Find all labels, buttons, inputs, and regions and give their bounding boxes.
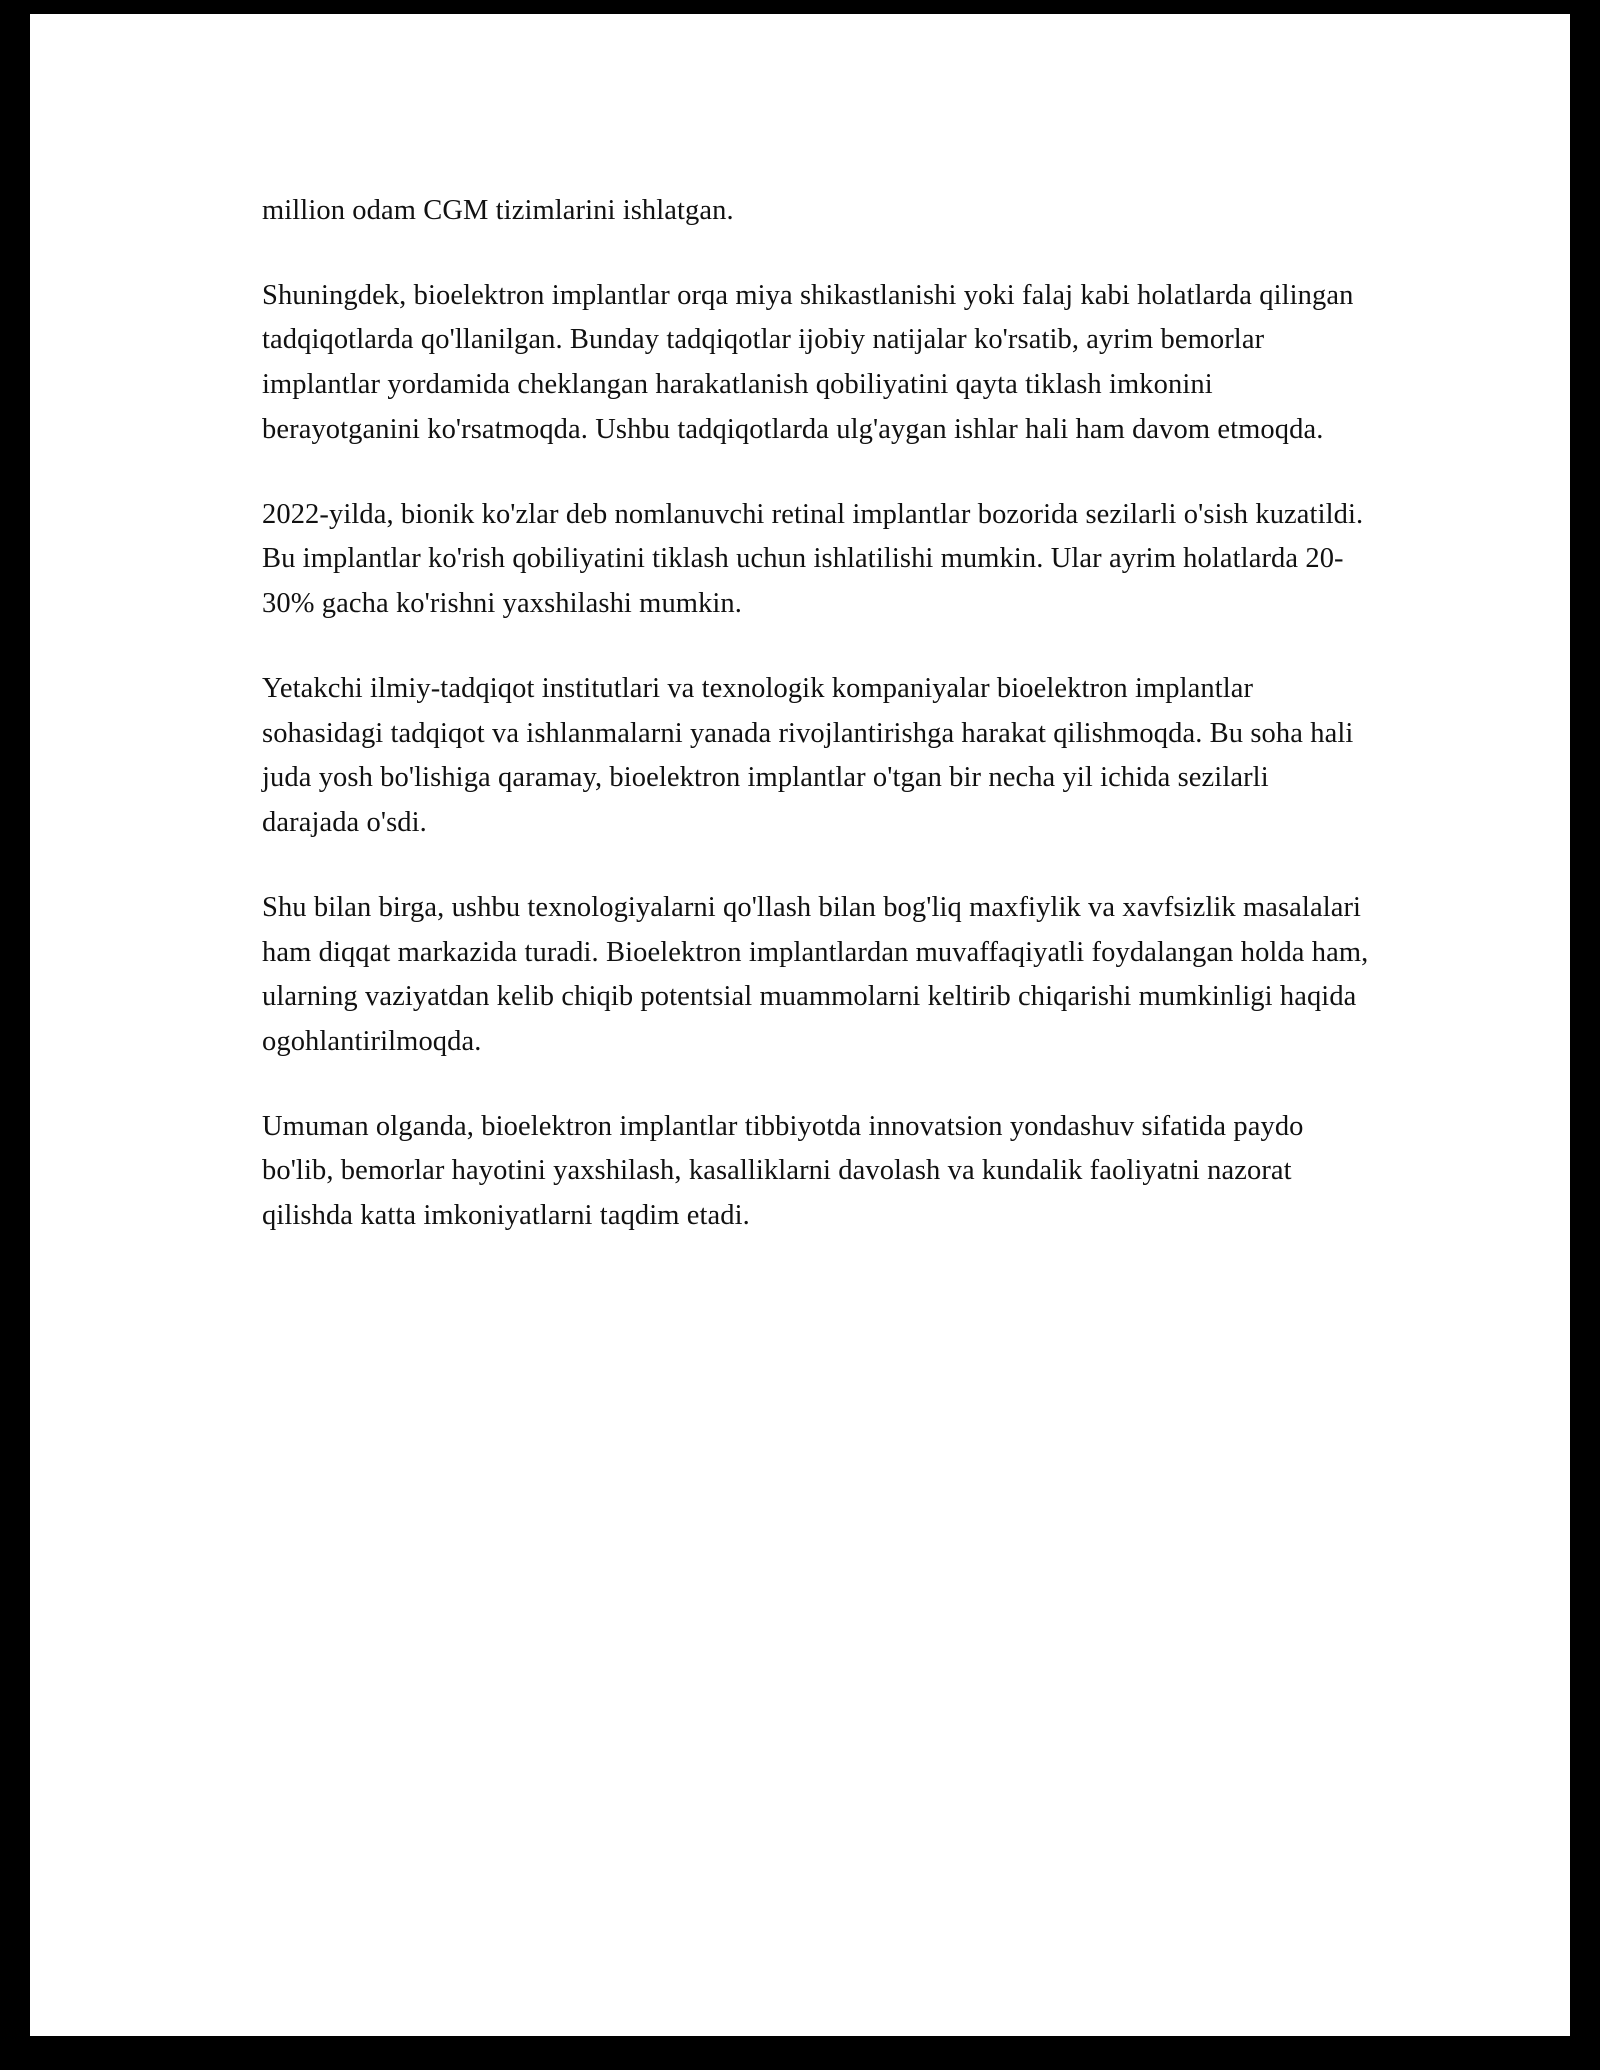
paragraph: 2022-yilda, bionik ko'zlar deb nomlanuvchi retinal implantlar bozorida sezilarli o'sish kuzatildi. Bu implantlar ko'rish qobiliyatini tiklash uchun ishlatilishi mumkin. Ular ayrim holatlarda 20-30% gacha ko'rishni yaxshilashi mumkin. [262,498,1364,620]
paragraph: Yetakchi ilmiy-tadqiqot institutlari va texnologik kompaniyalar bioelektron implantlar sohasidagi tadqiqot va ishlanmalarni yanada rivojlantirishga harakat qilishmoqda. Bu soha hali juda yosh bo'lishiga qaramay, bioelektron implantlar o'tgan bir necha yil ichida sezilarli darajada o'sdi. [262,672,1354,839]
document-page [30,14,1570,2036]
paragraph: million odam CGM tizimlarini ishlatgan. [262,195,734,226]
paragraph: Shu bilan birga, ushbu texnologiyalarni qo'llash bilan bog'liq maxfiylik va xavfsizlik masalalari ham diqqat markazida turadi. Bioelektron implantlardan muvaffaqiyatli foydalangan holda ham, ularning vaziyatdan kelib chiqib potentsial muammolarni keltirib chiqarishi mumkinligi haqida ogohlantirilmoqda. [262,891,1369,1058]
document-text-body [30,14,1570,1239]
paragraph: Shuningdek, bioelektron implantlar orqa miya shikastlanishi yoki falaj kabi holatlarda qilingan tadqiqotlarda qo'llanilgan. Bunday tadqiqotlar ijobiy natijalar ko'rsatib, ayrim bemorlar implantlar yordamida cheklangan harakatlanish qobiliyatini qayta tiklash imkonini berayotganini ko'rsatmoqda. Ushbu tadqiqotlarda ulg'aygan ishlar hali ham davom etmoqda. [262,279,1354,445]
paragraph: Umuman olganda, bioelektron implantlar tibbiyotda innovatsion yondashuv sifatida paydo bo'lib, bemorlar hayotini yaxshilash, kasalliklarni davolash va kundalik faoliyatni nazorat qilishda katta imkoniyatlarni taqdim etadi. [262,1110,1304,1232]
